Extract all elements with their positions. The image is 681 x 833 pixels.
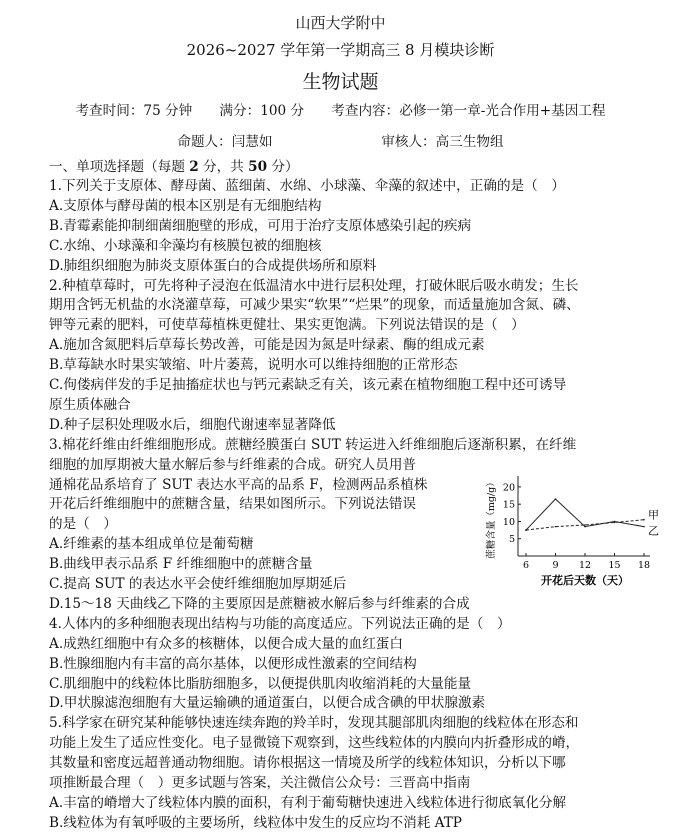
question-line: A.纤维素的基本组成单位是葡萄糖 [49, 536, 254, 553]
question-line: 的是（ ） [49, 516, 117, 533]
question-line: D.肺组织细胞为肺炎支原体蛋白的合成提供场所和原料 [49, 257, 377, 274]
exam-authors: 命题人：闫慧如 审核人：高三生物组 [177, 134, 504, 150]
question-line: D.甲状腺滤泡细胞有大量运输碘的通道蛋白，以便合成含碘的甲状腺激素 [49, 695, 486, 712]
exam-info: 考查时间：75 分钟 满分：100 分 考查内容：必修一第一章-光合作用+基因工程 [75, 103, 606, 119]
question-line: 开花后纤维细胞中的蔗糖含量，结果如图所示。下列说法错误 [49, 496, 417, 513]
question-line: 细胞的加厚期被大量水解后参与纤维素的合成。研究人员用普 [49, 456, 417, 473]
y-tick-label: 15 [502, 499, 515, 511]
school-name: 山西大学附中 [295, 14, 386, 32]
question-line: 通棉花品系培育了 SUT 表达水平高的品系 F，检测两品系植株 [49, 476, 428, 493]
section-title-prefix: 一、单项选择题（每题 [49, 159, 190, 175]
y-tick-label: 10 [502, 516, 515, 528]
x-tick-label: 12 [578, 560, 592, 571]
section-title-suffix: 分） [267, 159, 299, 175]
question-line: B.线粒体为有氧呼吸的主要场所，线粒体中发生的反应均不消耗 ATP [49, 814, 462, 831]
question-line: C.肌细胞中的线粒体比脂肪细胞多，以便提供肌肉收缩消耗的大量能量 [49, 675, 472, 692]
data-point [614, 521, 616, 523]
x-axis-label: 开花后天数（天） [541, 574, 629, 587]
question-line: B.草莓缺水时果实皱缩、叶片萎蔫，说明水可以维持细胞的正常形态 [49, 357, 458, 374]
question-line: B.性腺细胞内有丰富的高尔基体，以便形成性激素的空间结构 [49, 655, 417, 672]
question-line: 2.种植草莓时，可先将种子浸泡在低温清水中进行层积处理，打破休眠后吸水萌发；生长 [49, 277, 579, 294]
question-line: 5.科学家在研究某种能够快速连续奔跑的羚羊时，发现其腿部肌肉细胞的线粒体在形态和 [49, 715, 579, 732]
x-tick-label: 15 [608, 560, 621, 571]
question-line: 1.下列关于支原体、酵母菌、蓝细菌、水绵、小球藻、伞藻的叙述中，正确的是（ ） [49, 178, 565, 194]
y-tick-label: 20 [502, 482, 515, 494]
data-point [525, 529, 527, 531]
sucrose-content-chart [474, 472, 674, 587]
x-tick-label: 18 [637, 560, 651, 571]
data-point [555, 498, 557, 500]
question-line: A.成熟红细胞中有众多的核糖体，以便合成大量的血红蛋白 [49, 635, 403, 652]
section-title-mid: 分，共 [198, 159, 249, 175]
x-tick-label: 9 [552, 560, 559, 571]
data-point [555, 526, 557, 528]
x-tick-label: 6 [522, 560, 530, 571]
question-line: A.施加含氮肥料后草莓长势改善，可能是因为氮是叶绿素、酶的组成元素 [49, 337, 485, 354]
subject-title: 生物试题 [302, 71, 379, 93]
question-line: 钾等元素的肥料，可使草莓植株更健壮、果实更饱满。下列说法错误的是（ ） [49, 317, 525, 334]
section-title-total: 50 [248, 159, 268, 175]
question-line: 项推断最合理（ ）更多试题与答案，关注微信公众号：三晋高中指南 [49, 775, 471, 791]
question-line: A.支原体与酵母菌的根本区别是有无细胞结构 [49, 197, 322, 214]
data-point [643, 526, 645, 528]
data-point [584, 526, 586, 528]
question-line: 3.棉花纤维由纤维细胞形成。蔗糖经膜蛋白 SUT 转运进入纤维细胞后逐渐积累，在纤维 [49, 436, 577, 453]
question-line: C.水绵、小球藻和伞藻均有核膜包被的细胞核 [49, 237, 322, 254]
question-line: 功能上发生了适应性变化。电子显微镜下观察到，这些线粒体的内膜向内折叠形成的嵴， [49, 735, 580, 752]
question-line: D.种子层积处理吸水后，细胞代谢速率显著降低 [49, 416, 336, 433]
question-line: 期用含钙无机盐的水浇灌草莓，可减少果实“软果”“烂果”的现象，而适量施加含氮、磷、 [49, 297, 580, 314]
question-line: C.佝偻病伴发的手足抽搐症状也与钙元素缺乏有关，该元素在植物细胞工程中还可诱导 [49, 377, 567, 393]
question-line: B.曲线甲表示品系 F 纤维细胞中的蔗糖含量 [49, 556, 313, 573]
question-line: B.青霉素能抑制细菌细胞壁的形成，可用于治疗支原体感染引起的疾病 [49, 217, 472, 234]
section-title [49, 158, 655, 177]
question-line: A.丰富的嵴增大了线粒体内膜的面积，有利于葡萄糖快速进入线粒体进行彻底氧化分解 [49, 794, 567, 811]
data-point [643, 519, 645, 521]
question-line: 4.人体内的多种细胞表现出结构与功能的高度适应。下列说法正确的是（ ） [49, 615, 511, 632]
y-axis-label: 蔗糖含量（mg/g） [486, 477, 497, 559]
exam-title: 2026~2027 学年第一学期高三 8 月模块诊断 [186, 41, 495, 59]
question-line: D.15～18 天曲线乙下降的主要原因是蔗糖被水解后参与纤维素的合成 [49, 595, 470, 612]
series-label: 乙 [648, 524, 659, 538]
question-line: C.提高 SUT 的表达水平会使纤维细胞加厚期延后 [49, 576, 347, 592]
series-label: 甲 [648, 508, 659, 522]
y-tick-label: 5 [508, 534, 515, 546]
question-line: 其数量和密度远超普通动物细胞。请你根据这一情境及所学的线粒体知识，分析以下哪 [49, 755, 566, 772]
question-line: 原生质体融合 [49, 396, 131, 413]
section-title-points: 2 [189, 159, 199, 175]
